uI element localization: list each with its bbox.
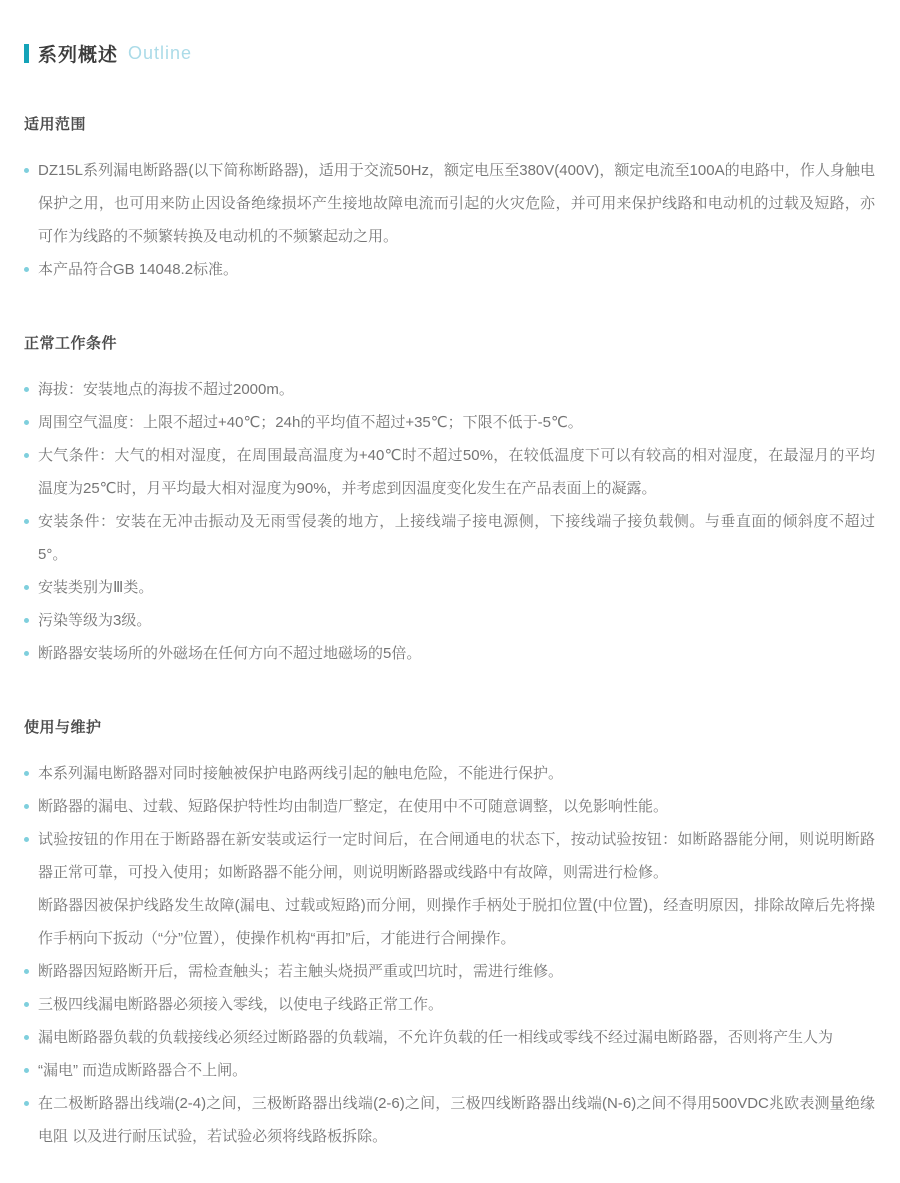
bullet-list (24, 757, 875, 1153)
bullet-list (24, 154, 875, 286)
bullet-dot-icon (24, 387, 29, 392)
bullet-dot-icon (24, 1002, 29, 1007)
bullet-dot-icon (24, 771, 29, 776)
list-item (24, 439, 875, 505)
bullet-dot-icon (24, 651, 29, 656)
bullet-dot-icon (24, 804, 29, 809)
list-item (24, 373, 875, 406)
bullet-dot-icon (24, 519, 29, 524)
list-item-text: DZ15L系列漏电断路器(以下简称断路器)，适用于交流50Hz，额定电压至380V(400V)，额定电流至100A的电路中，作人身触电保护之用，也可用来防止因设备绝缘损坏产生接地故障电流而引起的火灾危险，并可用来保护线路和电动机的过载及短路，亦可作为线路的不频繁转换及电动机的不频繁起动之用。 (38, 162, 875, 245)
list-item-text: 试验按钮的作用在于断路器在新安装或运行一定时间后，在合闸通电的状态下，按动试验按钮：如断路器能分闸，则说明断路器正常可靠，可投入使用；如断路器不能分闸，则说明断路器或线路中有故障，则需进行检修。 (38, 831, 875, 881)
list-item-text: 大气条件：大气的相对湿度，在周围最高温度为+40℃时不超过50%，在较低温度下可以有较高的相对湿度，在最湿月的平均温度为25℃时，月平均最大相对湿度为90%，并考虑到因温度变化发生在产品表面上的凝露。 (38, 447, 875, 497)
sections-container (24, 113, 875, 1153)
bullet-dot-icon (24, 267, 29, 272)
section-heading: 正常工作条件 (24, 335, 118, 352)
list-item-text: 海拔：安装地点的海拔不超过2000m。 (38, 381, 294, 398)
document-section (24, 113, 875, 286)
list-item (24, 505, 875, 571)
list-item (24, 1021, 875, 1054)
page-title-en: Outline (128, 43, 193, 63)
bullet-dot-icon (24, 837, 29, 842)
list-item-text: 漏电断路器负载的负载接线必须经过断路器的负载端，不允许负载的任一相线或零线不经过漏电断路器，否则将产生人为 (38, 1029, 834, 1046)
bullet-dot-icon (24, 1068, 29, 1073)
section-heading: 适用范围 (24, 116, 87, 133)
list-item-text: 周围空气温度：上限不超过+40℃；24h的平均值不超过+35℃；下限不低于-5℃。 (38, 414, 583, 431)
list-item (24, 823, 875, 889)
list-item (24, 604, 875, 637)
list-item-text: 污染等级为3级。 (38, 612, 152, 629)
bullet-dot-icon (24, 969, 29, 974)
list-item-text: 安装类别为Ⅲ类。 (38, 579, 154, 596)
list-item (24, 889, 875, 955)
list-item-text: 本产品符合GB 14048.2标准。 (38, 261, 239, 278)
bullet-dot-icon (24, 453, 29, 458)
list-item (24, 757, 875, 790)
list-item-text: 断路器安装场所的外磁场在任何方向不超过地磁场的5倍。 (38, 645, 422, 662)
list-item-text: 三极四线漏电断路器必须接入零线，以使电子线路正常工作。 (38, 996, 444, 1013)
bullet-list (24, 373, 875, 670)
bullet-dot-icon (24, 1035, 29, 1040)
list-item (24, 988, 875, 1021)
bullet-dot-icon (24, 618, 29, 623)
bullet-dot-icon (24, 585, 29, 590)
list-item (24, 406, 875, 439)
list-item (24, 253, 875, 286)
list-item-text: 断路器的漏电、过载、短路保护特性均由制造厂整定，在使用中不可随意调整，以免影响性能。 (38, 798, 669, 815)
document-section (24, 716, 875, 1153)
list-item-text: 断路器因短路断开后，需检查触头；若主触头烧损严重或凹坑时，需进行维修。 (38, 963, 564, 980)
accent-bar-icon (24, 44, 29, 63)
list-item (24, 1087, 875, 1153)
section-heading: 使用与维护 (24, 719, 102, 736)
bullet-dot-icon (24, 1101, 29, 1106)
list-item (24, 955, 875, 988)
list-item-text: 安装条件：安装在无冲击振动及无雨雪侵袭的地方，上接线端子接电源侧，下接线端子接负载侧。与垂直面的倾斜度不超过5°。 (38, 513, 875, 563)
list-item (24, 790, 875, 823)
bullet-dot-icon (24, 420, 29, 425)
bullet-dot-icon (24, 168, 29, 173)
document-section (24, 332, 875, 670)
list-item (24, 1054, 875, 1087)
list-item (24, 637, 875, 670)
list-item-text: 本系列漏电断路器对同时接触被保护电路两线引起的触电危险，不能进行保护。 (38, 765, 564, 782)
list-item (24, 154, 875, 253)
list-item-text: 在二极断路器出线端(2-4)之间，三极断路器出线端(2-6)之间，三极四线断路器出线端(N-6)之间不得用500VDC兆欧表测量绝缘电阻 以及进行耐压试验，若试验必须将线路板拆除。 (38, 1095, 875, 1145)
list-item (24, 571, 875, 604)
list-item-text: “漏电” 而造成断路器合不上闸。 (38, 1062, 248, 1079)
section-header (24, 40, 875, 67)
page-title: 系列概述 (38, 45, 119, 66)
list-item-text: 断路器因被保护线路发生故障(漏电、过载或短路)而分闸，则操作手柄处于脱扣位置(中位置)，经查明原因，排除故障后先将操作手柄向下扳动（“分”位置），使操作机构“再扣”后，才能进行合闸操作。 (38, 897, 875, 947)
